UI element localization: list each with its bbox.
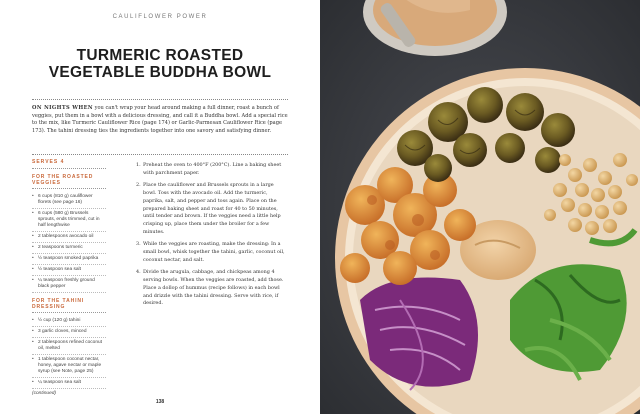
tahini-list: [32, 316, 106, 389]
tahini-heading: FOR THE TAHINI DRESSING: [32, 298, 106, 313]
step-number: 1.: [136, 162, 141, 168]
step-text: While the veggies are roasting, make the dressing: In a small bowl, whisk together the tahini, garlic, coconut oil, coconut nectar, and salt.: [143, 241, 285, 263]
step-item: [136, 162, 288, 177]
ingredient-item: • ½ teaspoon sea salt: [32, 265, 106, 276]
page-number: 138: [155, 399, 165, 405]
veggies-heading: FOR THE ROASTED VEGGIES: [32, 174, 106, 189]
step-number: 3.: [136, 241, 141, 248]
step-text: Preheat the oven to 400°F (200°C). Line a baking sheet with parchment paper.: [143, 162, 282, 176]
step-item: [136, 241, 288, 264]
ingredient-item: • 2 teaspoons turmeric: [32, 243, 106, 254]
title-line-1: TURMERIC ROASTED: [76, 47, 244, 64]
ingredient-item: • 2 tablespoons avocado oil: [32, 232, 106, 243]
ingredients-column: [32, 159, 106, 396]
ingredient-item: • ½ teaspoon smoked paprika: [32, 254, 106, 265]
intro-lead: ON NIGHTS WHEN: [32, 105, 93, 111]
ingredient-item: • 3 garlic cloves, minced: [32, 327, 106, 338]
running-head: CAULIFLOWER POWER: [112, 14, 208, 20]
step-item: [136, 182, 288, 236]
divider-bottom: [32, 154, 288, 155]
title-line-2: VEGETABLE BUDDHA BOWL: [48, 64, 272, 81]
intro-text: you can't wrap your head around making a full dinner, roast a bunch of veggies, put them in a bowl with a delicious dressing, and call it a Buddha bowl. Add a special rice to the mix, like Turmeric Cauliflower Rice (page 174) or Garlic-Parmesan Cauliflower Rice (page 173). The tahini dressing ties the ingredients together into one savory and satisfying dinner.: [32, 105, 288, 134]
step-text: Place the cauliflower and Brussels sprouts in a large bowl. Toss with the avocado oil. Add the turmeric, paprika, salt, and pepper and toss again. Place on the prepared baking sheet and roast for 40 to 50 minutes, until tender and brown. If the veggies need a little help crisping up, place them under the broiler for a few minutes.: [143, 182, 281, 235]
veggies-list: [32, 192, 106, 293]
ingredient-item: • ¼ teaspoon freshly ground black pepper: [32, 276, 106, 293]
buddha-bowl-photo: [320, 0, 640, 414]
ingredient-item: • ½ cup (120 g) tahini: [32, 316, 106, 327]
ingredient-item: • 2 tablespoons refined coconut oil, melted: [32, 338, 106, 355]
ingredient-item: • ¼ teaspoon sea salt: [32, 378, 106, 389]
step-number: 2.: [136, 182, 141, 189]
method-steps: [136, 162, 288, 313]
ingredient-item: • 6 cups (580 g) Brussels sprouts, ends trimmed, cut in half lengthwise: [32, 209, 106, 232]
step-number: 4.: [136, 269, 141, 276]
ingredient-item: • 1 tablespoon coconut nectar, honey, agave nectar or maple syrup (see Note, page 25): [32, 355, 106, 378]
ingredient-item: • 6 cups (810 g) cauliflower florets (see page 16): [32, 192, 106, 209]
continued-note: (continued): [32, 391, 56, 396]
intro-paragraph: [32, 105, 288, 135]
step-text: Divide the arugula, cabbage, and chickpeas among 4 serving bowls. When the veggies are roasted, add those. Place a dollop of hummus (recipe follows) in each bowl and drizzle with the tahini dressing. Serve with rice, if desired.: [143, 269, 284, 307]
bowl-illustration: [320, 0, 640, 414]
serves-label: SERVES 4: [32, 159, 106, 169]
recipe-title: [30, 47, 290, 81]
step-item: [136, 269, 288, 308]
divider-top: [32, 99, 288, 100]
